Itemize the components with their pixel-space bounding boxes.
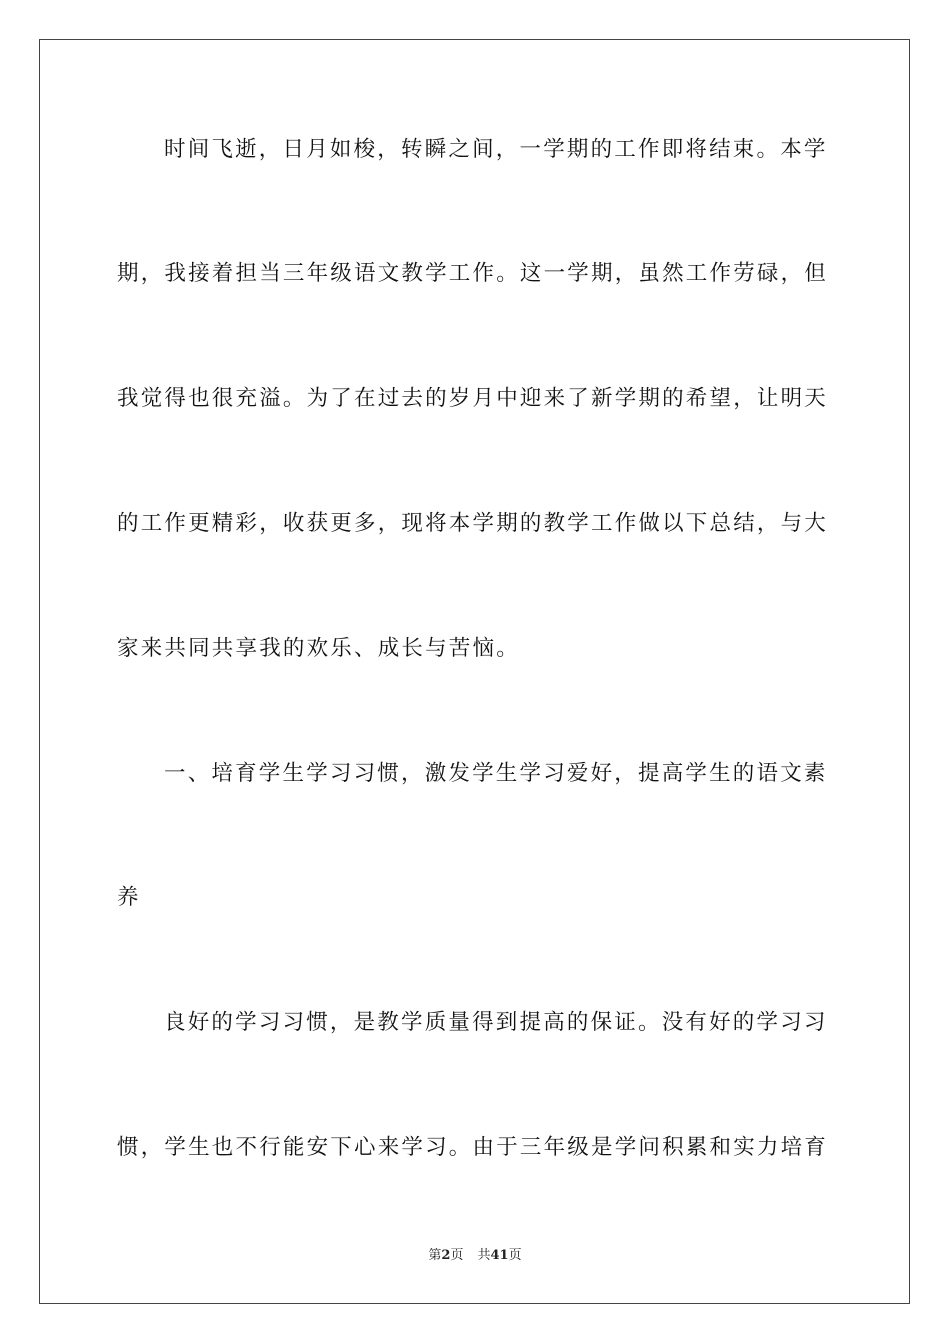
page-number: 2: [441, 1248, 451, 1263]
page-prefix: 第: [428, 1248, 442, 1263]
paragraph-line-1: 时间飞逝，日月如梭，转瞬之间，一学期的工作即将结束。本学: [164, 137, 828, 162]
page-footer: [0, 1247, 950, 1265]
section-heading-line-1: 一、培育学生学习习惯，激发学生学习爱好，提高学生的语文素: [164, 761, 828, 786]
paragraph-line-4: 的工作更精彩，收获更多，现将本学期的教学工作做以下总结，与大: [117, 511, 829, 536]
paragraph-line-6: 良好的学习习惯，是教学质量得到提高的保证。没有好的学习习: [164, 1010, 828, 1035]
total-pages: 41: [490, 1248, 509, 1263]
paragraph-line-2: 期，我接着担当三年级语文教学工作。这一学期，虽然工作劳碌，但: [117, 261, 829, 286]
total-suffix: 页: [508, 1248, 522, 1263]
paragraph-line-7: 惯，学生也不行能安下心来学习。由于三年级是学问积累和实力培育: [117, 1135, 829, 1160]
page-suffix: 页: [450, 1248, 464, 1263]
page-border: [39, 39, 910, 1304]
paragraph-line-3: 我觉得也很充溢。为了在过去的岁月中迎来了新学期的希望，让明天: [117, 386, 829, 411]
section-heading-line-2: 养: [117, 885, 141, 910]
total-prefix: 共: [477, 1248, 491, 1263]
paragraph-line-5: 家来共同共享我的欢乐、成长与苦恼。: [117, 636, 520, 661]
